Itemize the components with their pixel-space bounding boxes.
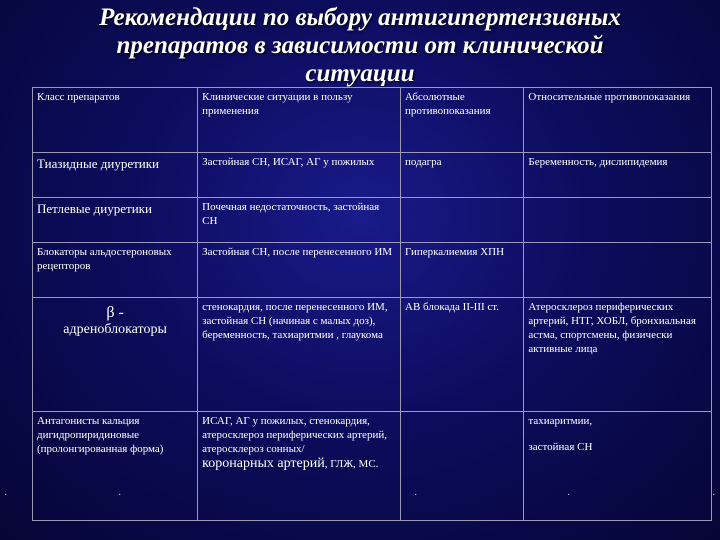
header-class: Класс препаратов	[33, 88, 198, 153]
decorative-dot: ·	[4, 490, 8, 501]
beta-symbol: β -	[106, 304, 124, 321]
cell-absolute	[401, 198, 524, 243]
decorative-dot: ·	[712, 490, 716, 501]
slide-title	[20, 4, 700, 88]
cell-class: Блокаторы альдостероновых рецепторов	[33, 243, 198, 298]
header-row	[33, 88, 712, 153]
cell-indications: стенокардия, после перенесенного ИМ, застойная СН (начиная с малых доз), беременность, тахиаритмии , глаукома	[198, 298, 401, 412]
cell-absolute	[401, 412, 524, 521]
cell-relative	[524, 412, 712, 521]
cell-relative: Беременность, дислипидемия	[524, 153, 712, 198]
cell-absolute: подагра	[401, 153, 524, 198]
decorative-dot: ·	[118, 490, 122, 501]
table-row	[33, 198, 712, 243]
cell-relative	[524, 243, 712, 298]
indications-text: ИСАГ, АГ у пожилых, стенокардия, атеросклероз периферических артерий, атеросклероз сонных/	[202, 415, 387, 455]
cell-class-text: адреноблокаторы	[63, 322, 167, 337]
cell-class: Антагонисты кальция дигидропиридиновые (пролонгированная форма)	[33, 412, 198, 521]
cell-class: Петлевые диуретики	[33, 198, 198, 243]
table-row	[33, 153, 712, 198]
relative-line-1: тахиаритмии,	[528, 415, 593, 427]
cell-absolute: АВ блокада II-III ст.	[401, 298, 524, 412]
table-row	[33, 412, 712, 521]
header-indications: Клинические ситуации в пользу применения	[198, 88, 401, 153]
cell-indications: Застойная СН, ИСАГ, АГ у пожилых	[198, 153, 401, 198]
title-line-2: препаратов в зависимости от клинической	[116, 32, 604, 59]
table-row	[33, 298, 712, 412]
decorative-dot: ·	[567, 490, 571, 501]
cell-class	[33, 298, 198, 412]
decorative-dot: ·	[414, 490, 418, 501]
indications-tail-text: , ГЛЖ, МС.	[324, 458, 379, 470]
header-absolute: Абсолютные противопоказания	[401, 88, 524, 153]
title-line-1: Рекомендации по выбору антигипертензивных	[99, 4, 621, 31]
relative-line-2: застойная СН	[528, 441, 593, 453]
cell-class: Тиазидные диуретики	[33, 153, 198, 198]
cell-relative	[524, 198, 712, 243]
table-row	[33, 243, 712, 298]
header-relative: Относительные противопоказания	[524, 88, 712, 153]
recommendations-table	[32, 87, 712, 521]
title-line-3: ситуации	[305, 60, 415, 87]
cell-indications: Почечная недостаточность, застойная СН	[198, 198, 401, 243]
cell-absolute: Гиперкалиемия ХПН	[401, 243, 524, 298]
cell-indications	[198, 412, 401, 521]
cell-relative: Атеросклероз периферических артерий, НТГ, ХОБЛ, бронхиальная астма, спортсмены, физически активные лица	[524, 298, 712, 412]
indications-large-text: коронарных артерий	[202, 456, 325, 471]
cell-indications: Застойная СН, после перенесенного ИМ	[198, 243, 401, 298]
